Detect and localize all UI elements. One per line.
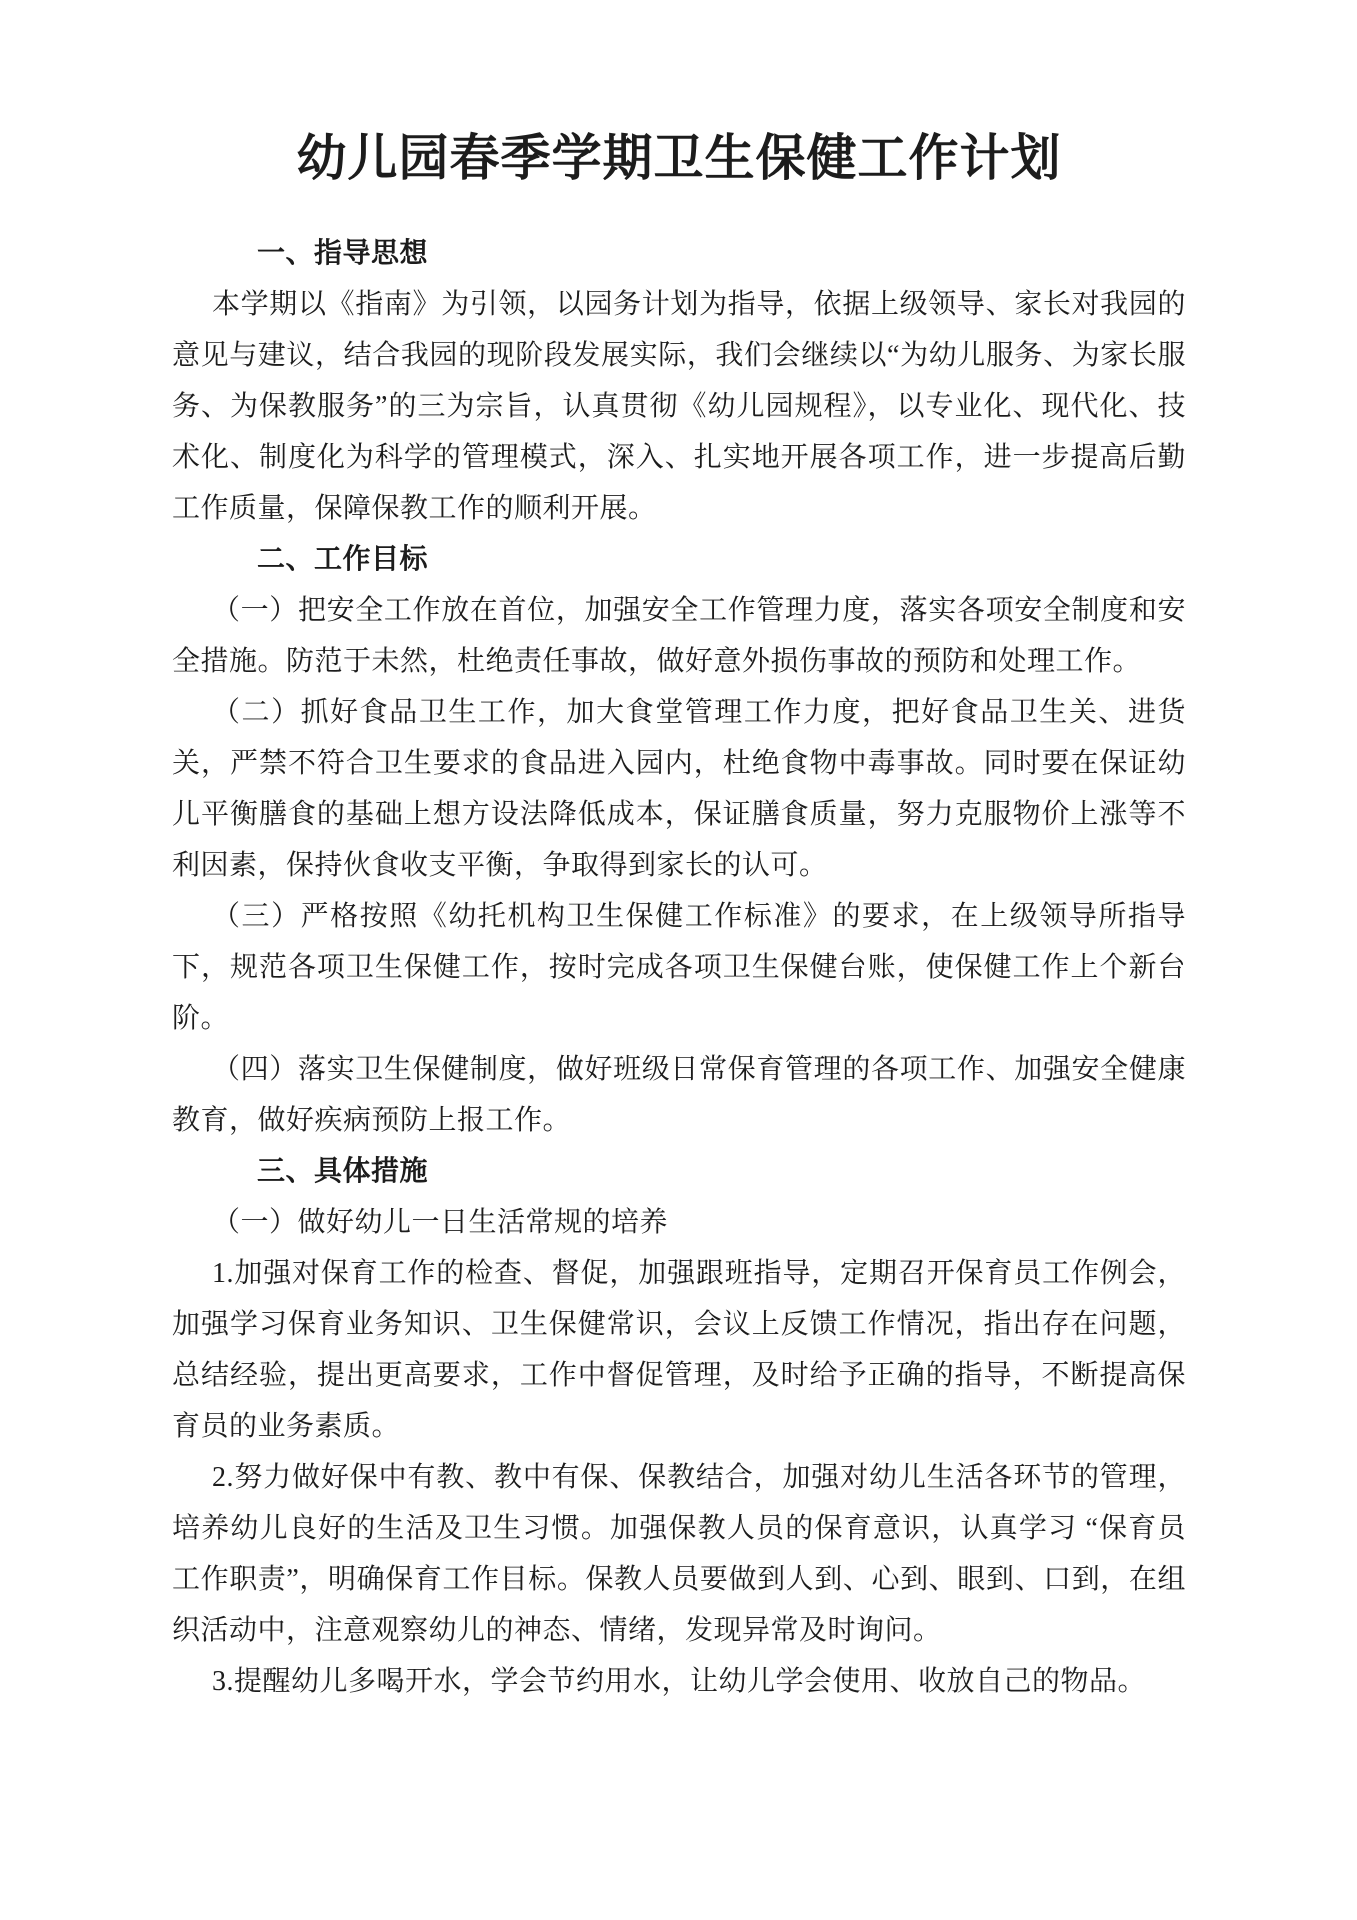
section-guiding-ideology xyxy=(172,228,1186,534)
section-heading-concrete-measures: 三、具体措施 xyxy=(257,1156,429,1187)
paragraph: （四）落实卫生保健制度，做好班级日常保育管理的各项工作、加强安全健康教育，做好疾病预防上报工作。 xyxy=(172,1054,1186,1136)
subsection-title: （一）做好幼儿一日生活常规的培养 xyxy=(212,1207,669,1238)
document-title: 幼儿园春季学期卫生保健工作计划 xyxy=(296,130,1062,186)
section-heading-work-goals: 二、工作目标 xyxy=(257,544,429,575)
paragraph: （一）把安全工作放在首位，加强安全工作管理力度，落实各项安全制度和安全措施。防范于未然，杜绝责任事故，做好意外损伤事故的预防和处理工作。 xyxy=(172,595,1186,677)
paragraph: （三）严格按照《幼托机构卫生保健工作标准》的要求，在上级领导所指导下，规范各项卫生保健工作，按时完成各项卫生保健台账，使保健工作上个新台阶。 xyxy=(172,901,1186,1034)
paragraph: （二）抓好食品卫生工作，加大食堂管理工作力度，把好食品卫生关、进货关，严禁不符合卫生要求的食品进入园内，杜绝食物中毒事故。同时要在保证幼儿平衡膳食的基础上想方设法降低成本，保证膳食质量，努力克服物价上涨等不利因素，保持伙食收支平衡，争取得到家长的认可。 xyxy=(172,697,1186,881)
paragraph: 本学期以《指南》为引领，以园务计划为指导，依据上级领导、家长对我园的意见与建议，结合我园的现阶段发展实际，我们会继续以“为幼儿服务、为家长服务、为保教服务”的三为宗旨，认真贯彻《幼儿园规程》，以专业化、现代化、技术化、制度化为科学的管理模式，深入、扎实地开展各项工作，进一步提高后勤工作质量，保障保教工作的顺利开展。 xyxy=(172,289,1186,524)
section-work-goals xyxy=(172,534,1186,1146)
section-concrete-measures xyxy=(172,1146,1186,1707)
section-heading-guiding-ideology: 一、指导思想 xyxy=(257,238,429,269)
paragraph: 3.提醒幼儿多喝开水，学会节约用水，让幼儿学会使用、收放自己的物品。 xyxy=(212,1666,1147,1697)
paragraph: 1.加强对保育工作的检查、督促，加强跟班指导，定期召开保育员工作例会，加强学习保育业务知识、卫生保健常识，会议上反馈工作情况，指出存在问题，总结经验，提出更高要求，工作中督促管理，及时给予正确的指导，不断提高保育员的业务素质。 xyxy=(172,1258,1186,1442)
paragraph: 2.努力做好保中有教、教中有保、保教结合，加强对幼儿生活各环节的管理，培养幼儿良好的生活及卫生习惯。加强保教人员的保育意识，认真学习 “保育员工作职责”，明确保育工作目标。保教人员要做到人到、心到、眼到、口到，在组织活动中，注意观察幼儿的神态、情绪，发现异常及时询问。 xyxy=(172,1462,1186,1646)
